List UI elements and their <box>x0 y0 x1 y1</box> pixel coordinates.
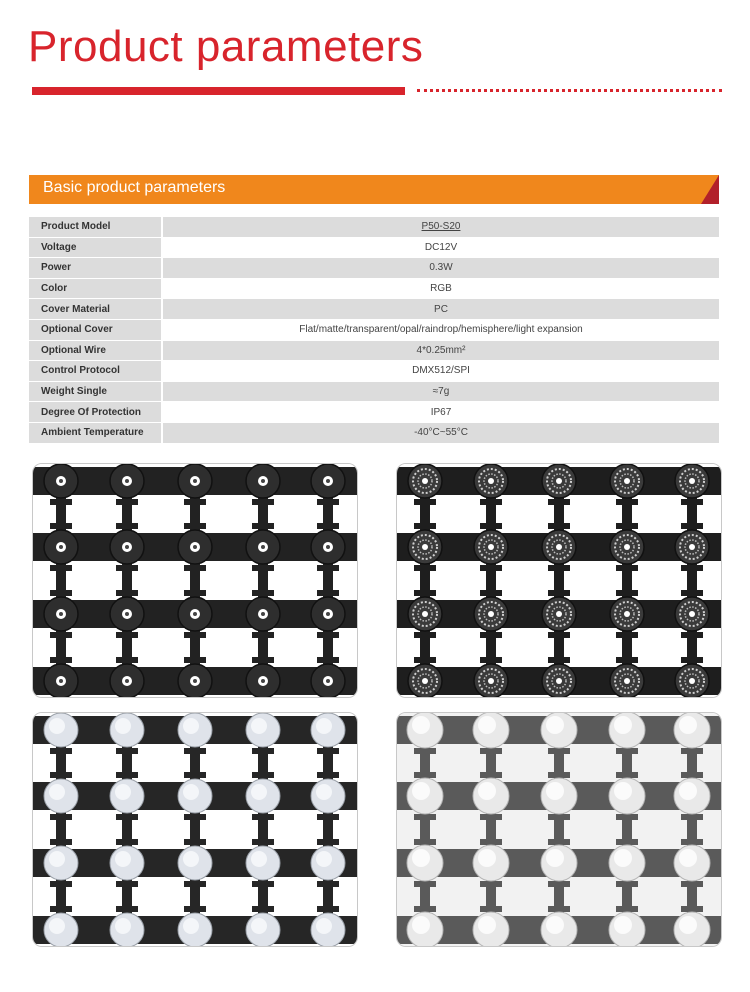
led-pixel <box>407 778 443 814</box>
led-pixel <box>473 713 509 748</box>
led-pixel <box>609 912 645 946</box>
param-label: Product Model <box>29 217 162 237</box>
led-pixel <box>178 664 212 697</box>
led-pixel <box>542 597 576 631</box>
led-pixel <box>178 846 212 880</box>
led-pixel <box>246 779 280 813</box>
section-corner-accent <box>701 175 719 204</box>
led-pixel <box>44 779 78 813</box>
led-module-grid <box>397 464 721 697</box>
led-module-grid <box>33 464 357 697</box>
led-pixel <box>44 597 78 631</box>
led-pixel <box>110 530 144 564</box>
param-value: -40°C~55°C <box>162 422 719 443</box>
opal-cover-panel-image <box>32 712 358 947</box>
led-pixel <box>311 664 345 697</box>
led-pixel <box>542 664 576 697</box>
led-pixel <box>246 913 280 946</box>
led-pixel <box>407 912 443 946</box>
led-pixel <box>474 664 508 697</box>
table-row <box>29 278 719 299</box>
table-row <box>29 319 719 340</box>
led-pixel <box>44 713 78 747</box>
led-pixel <box>110 913 144 946</box>
param-label: Ambient Temperature <box>29 422 162 443</box>
led-pixel <box>675 664 709 697</box>
table-row <box>29 381 719 402</box>
led-pixel <box>542 464 576 498</box>
led-pixel <box>178 779 212 813</box>
param-value: Flat/matte/transparent/opal/raindrop/hemisphere/light expansion <box>162 319 719 340</box>
param-value: RGB <box>162 278 719 299</box>
led-pixel <box>110 664 144 697</box>
table-row <box>29 402 719 423</box>
param-label: Cover Material <box>29 299 162 320</box>
param-label: Optional Wire <box>29 340 162 361</box>
page-title: Product parameters <box>28 22 424 71</box>
param-label: Weight Single <box>29 381 162 402</box>
led-pixel <box>408 597 442 631</box>
led-pixel <box>610 597 644 631</box>
led-pixel <box>246 713 280 747</box>
led-pixel <box>541 845 577 881</box>
led-pixel <box>474 530 508 564</box>
led-pixel <box>610 464 644 498</box>
led-pixel <box>311 713 345 747</box>
led-pixel <box>610 530 644 564</box>
led-pixel <box>110 779 144 813</box>
led-pixel <box>311 846 345 880</box>
param-value: 4*0.25mm² <box>162 340 719 361</box>
param-label: Degree Of Protection <box>29 402 162 423</box>
led-pixel <box>675 530 709 564</box>
led-pixel <box>674 912 710 946</box>
led-pixel <box>609 778 645 814</box>
led-pixel <box>474 464 508 498</box>
transparent-cover-panel-image <box>396 463 722 698</box>
led-pixel <box>44 664 78 697</box>
led-pixel <box>178 597 212 631</box>
led-pixel <box>311 464 345 498</box>
led-pixel <box>311 530 345 564</box>
led-pixel <box>311 913 345 946</box>
led-pixel <box>246 597 280 631</box>
param-value: PC <box>162 299 719 320</box>
table-row <box>29 299 719 320</box>
led-pixel <box>541 912 577 946</box>
param-label: Color <box>29 278 162 299</box>
led-pixel <box>610 664 644 697</box>
led-pixel <box>246 530 280 564</box>
led-pixel <box>311 597 345 631</box>
parameters-table <box>29 217 719 444</box>
led-pixel <box>246 464 280 498</box>
section-title: Basic product parameters <box>43 179 226 196</box>
table-row <box>29 258 719 279</box>
param-value: ≈7g <box>162 381 719 402</box>
led-pixel <box>44 530 78 564</box>
led-module-grid <box>397 713 721 946</box>
led-pixel <box>110 464 144 498</box>
led-pixel <box>178 464 212 498</box>
led-pixel <box>178 530 212 564</box>
table-row <box>29 340 719 361</box>
led-pixel <box>675 464 709 498</box>
hemisphere-cover-panel-image <box>396 712 722 947</box>
led-pixel <box>407 845 443 881</box>
param-value: P50-S20 <box>421 221 461 233</box>
led-pixel <box>408 664 442 697</box>
led-pixel <box>246 664 280 697</box>
param-value: 0.3W <box>162 258 719 279</box>
led-pixel <box>44 464 78 498</box>
param-label: Power <box>29 258 162 279</box>
param-value: DMX512/SPI <box>162 361 719 382</box>
param-value: DC12V <box>162 237 719 258</box>
led-pixel <box>246 846 280 880</box>
led-pixel <box>110 846 144 880</box>
led-pixel <box>474 597 508 631</box>
led-pixel <box>541 778 577 814</box>
led-pixel <box>674 778 710 814</box>
led-pixel <box>44 913 78 946</box>
led-pixel <box>178 713 212 747</box>
led-pixel <box>473 845 509 881</box>
table-row <box>29 422 719 443</box>
param-label: Control Protocol <box>29 361 162 382</box>
led-pixel <box>674 845 710 881</box>
led-module-grid <box>33 713 357 946</box>
led-pixel <box>110 713 144 747</box>
led-pixel <box>542 530 576 564</box>
led-pixel <box>178 913 212 946</box>
title-dotted-line <box>417 89 722 92</box>
table-row <box>29 361 719 382</box>
led-pixel <box>473 912 509 946</box>
led-pixel <box>609 713 645 748</box>
led-pixel <box>541 713 577 748</box>
param-value: IP67 <box>162 402 719 423</box>
section-header <box>29 175 719 204</box>
led-pixel <box>609 845 645 881</box>
led-pixel <box>674 713 710 748</box>
param-label: Optional Cover <box>29 319 162 340</box>
table-row <box>29 217 719 237</box>
table-row <box>29 237 719 258</box>
param-label: Voltage <box>29 237 162 258</box>
led-pixel <box>407 713 443 748</box>
led-pixel <box>110 597 144 631</box>
led-pixel <box>408 464 442 498</box>
led-pixel <box>408 530 442 564</box>
led-pixel <box>311 779 345 813</box>
title-underline-bar <box>32 87 405 95</box>
led-pixel <box>473 778 509 814</box>
led-pixel <box>44 846 78 880</box>
flat-cover-panel-image <box>32 463 358 698</box>
led-pixel <box>675 597 709 631</box>
